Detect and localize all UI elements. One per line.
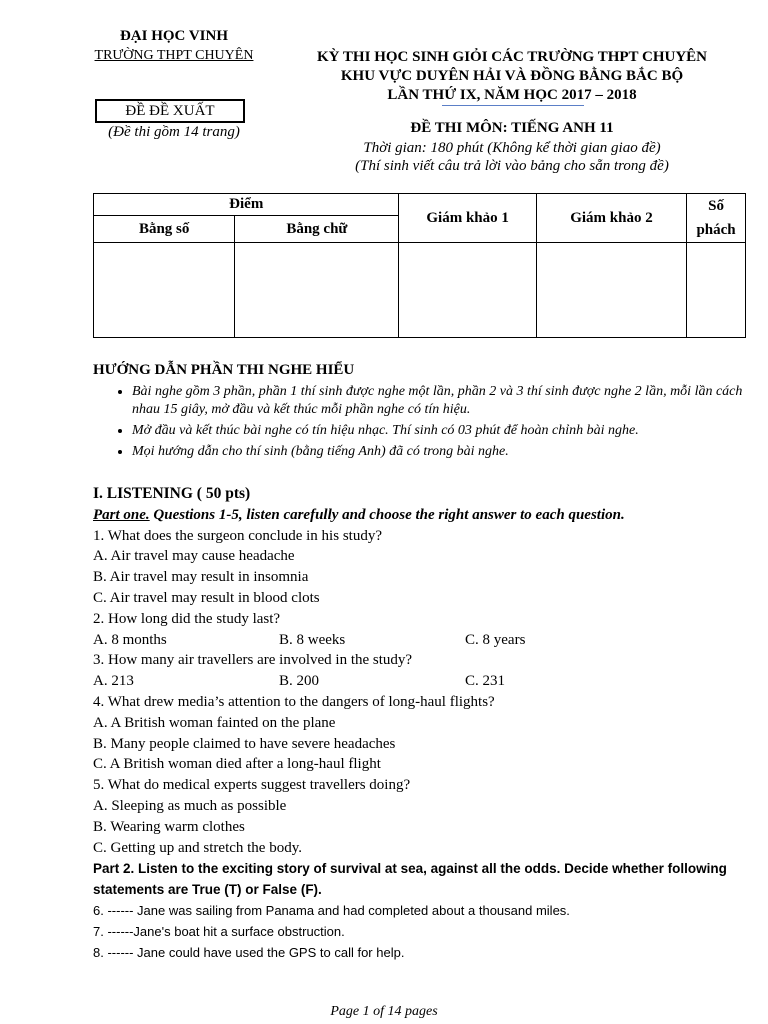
- exam-subject: ĐỀ THI MÔN: TIẾNG ANH 11: [410, 120, 614, 136]
- guidance-item: • Mở đầu và kết thúc bài nghe có tín hiệu nhạc. Thí sinh có 03 phút để hoàn chỉnh bài nghe.: [132, 422, 768, 440]
- statement: 7. ------Jane's boat hit a surface obstruction.: [93, 924, 345, 940]
- option: B. Many people claimed to have severe headaches: [93, 735, 396, 752]
- option: B. Wearing warm clothes: [93, 818, 245, 835]
- score-words-cell: [235, 243, 399, 338]
- question: 1. What does the surgeon conclude in his study?: [93, 527, 382, 544]
- serial-header: Số phách: [687, 194, 746, 243]
- score-header: Điểm: [94, 194, 399, 216]
- exam-title-line-3: LẦN THỨ IX, NĂM HỌC 2017 – 2018: [387, 87, 637, 103]
- by-number-header: Bằng số: [94, 216, 235, 243]
- option: A. 8 months: [93, 631, 167, 648]
- examiner-2-cell: [536, 243, 686, 338]
- examiner-2-header: Giám khảo 2: [536, 194, 686, 243]
- listening-section: [93, 484, 753, 963]
- option: C. A British woman died after a long-haul flight: [93, 756, 381, 773]
- by-words-header: Bằng chữ: [235, 216, 399, 243]
- exam-time: Thời gian: 180 phút (Không kể thời gian giao đề): [363, 140, 661, 156]
- option: A. Sleeping as much as possible: [93, 797, 287, 814]
- option: A. 213: [93, 673, 134, 690]
- guidance-item: • Mọi hướng dẫn cho thí sinh (bằng tiếng Anh) đã có trong bài nghe.: [132, 443, 768, 461]
- examiner-1-cell: [399, 243, 536, 338]
- option: B. 8 weeks: [279, 631, 346, 648]
- option: C. Getting up and stretch the body.: [93, 839, 302, 856]
- option: C. 8 years: [465, 631, 526, 648]
- option: C. Air travel may result in blood clots: [93, 589, 320, 606]
- option-row: [93, 630, 753, 651]
- statement: 6. ------ Jane was sailing from Panama and had completed about a thousand miles.: [93, 903, 570, 919]
- title-divider: [442, 105, 584, 106]
- part1-instruction: [93, 505, 753, 526]
- option: A. A British woman fainted on the plane: [93, 714, 336, 731]
- proposal-label: ĐỀ ĐỀ XUẤT: [95, 99, 245, 123]
- pages-note: (Đề thi gồm 14 trang): [108, 124, 240, 140]
- score-number-cell: [94, 243, 235, 338]
- exam-title-line-2: KHU VỰC DUYÊN HẢI VÀ ĐỒNG BẰNG BẮC BỘ: [340, 68, 684, 84]
- part1-label: Part one.: [93, 506, 150, 523]
- option: B. Air travel may result in insomnia: [93, 569, 309, 586]
- option: B. 200: [279, 673, 320, 690]
- university-name: ĐẠI HỌC VINH: [119, 28, 229, 44]
- option-row: [93, 671, 753, 692]
- question: 3. How many air travellers are involved in the study?: [93, 652, 413, 669]
- question: 5. What do medical experts suggest travellers doing?: [93, 777, 411, 794]
- question: 2. How long did the study last?: [93, 610, 281, 627]
- option: A. Air travel may cause headache: [93, 548, 295, 565]
- answer-instruction: (Thí sinh viết câu trả lời vào bảng cho sẵn trong đề): [355, 158, 669, 174]
- page-footer: Page 1 of 14 pages: [330, 1004, 438, 1019]
- exam-title-line-1: KỲ THI HỌC SINH GIỎI CÁC TRƯỜNG THPT CHUYÊN: [316, 49, 708, 65]
- score-table: [93, 193, 746, 338]
- section-heading: I. LISTENING ( 50 pts): [93, 485, 251, 502]
- exam-title: [272, 48, 752, 105]
- part2-instruction: Part 2. Listen to the exciting story of survival at sea, against all the odds. Decide whether following statements are True (T) or False (F).: [93, 861, 727, 898]
- guidance-item: • Bài nghe gồm 3 phần, phần 1 thí sinh được nghe một lần, phần 2 và 3 thí sinh được nghe 2 lần, mỗi lần cách nhau 15 giây, mở đầu và kết thúc mỗi phần nghe có tín hiệu.: [132, 383, 768, 419]
- guidance-list: [110, 383, 768, 464]
- listening-guidance-title: HƯỚNG DẪN PHẦN THI NGHE HIỂU: [93, 362, 355, 378]
- examiner-1-header: Giám khảo 1: [399, 194, 536, 243]
- statement: 8. ------ Jane could have used the GPS to call for help.: [93, 945, 405, 961]
- option: C. 231: [465, 673, 506, 690]
- question: 4. What drew media’s attention to the dangers of long-haul flights?: [93, 693, 495, 710]
- school-name: TRƯỜNG THPT CHUYÊN: [94, 48, 254, 63]
- part1-text: Questions 1-5, listen carefully and choose the right answer to each question.: [149, 506, 625, 523]
- serial-cell: [687, 243, 746, 338]
